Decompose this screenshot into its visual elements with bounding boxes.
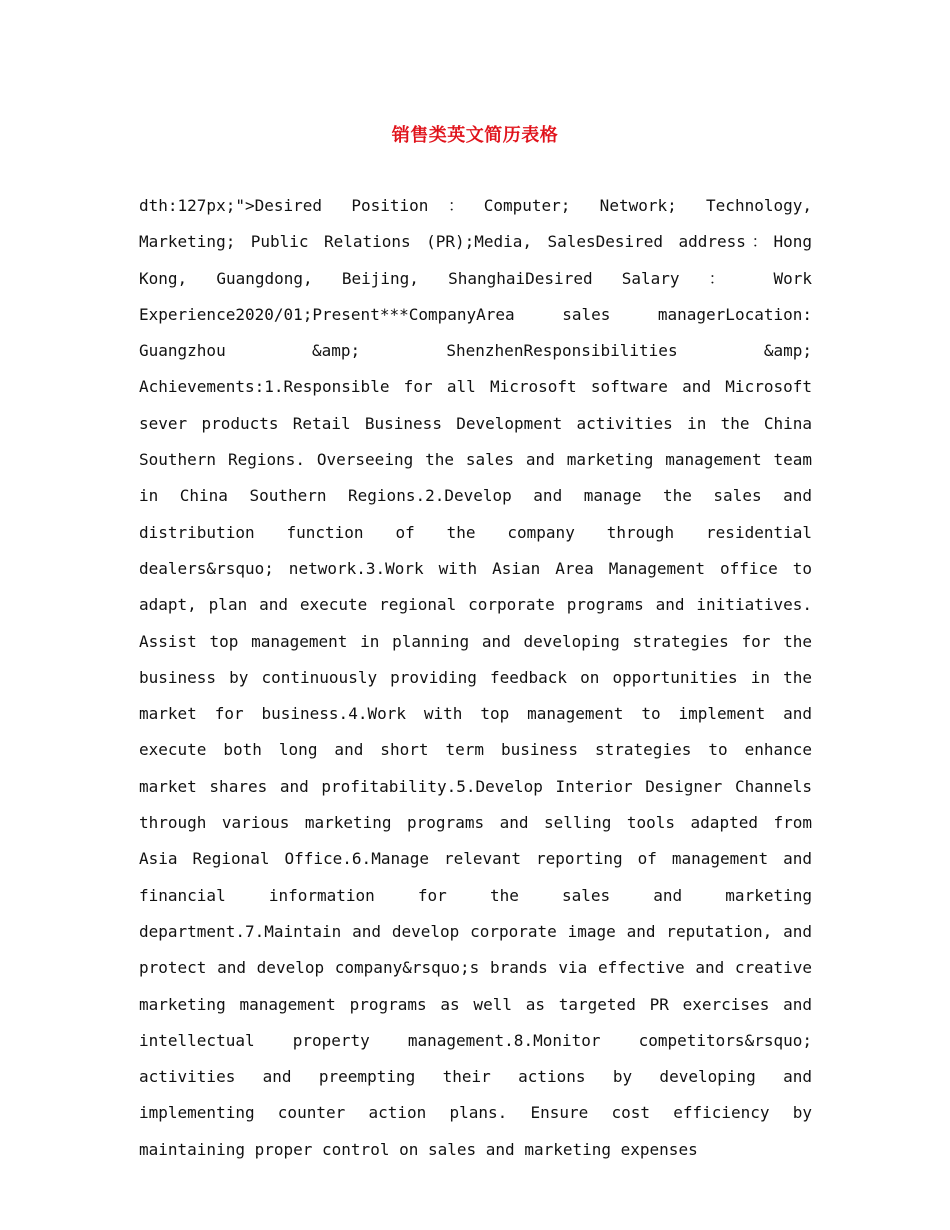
document-title: 销售类英文简历表格 [391, 125, 559, 146]
document-body-text: dth:127px;">Desired Position：Computer; Network; Technology, Marketing; Public Relations (PR);Media, SalesDesired address：Hong Kong, Guangdong, Beijing, ShanghaiDesired Salary ： Work Experience2020/01;Present***CompanyArea sales managerLocation: Guangzhou &amp; ShenzhenResponsibilities &amp; Achievements:1.Responsible for all Microsoft software and Microsoft sever products Retail Business Development activities in the China Southern Regions. Overseeing the sales and marketing management team in China Southern Regions.2.Develop and manage the sales and distribution function of the company through residential dealers&rsquo; network.3.Work with Asian Area Management office to adapt, plan and execute regional corporate programs and initiatives. Assist top management in planning and developing strategies for the business by continuously providing feedback on opportunities in the market for business.4.Work with top management to implement and execute both long and short term business strategies to enhance market shares and profitability.5.Develop Interior Designer Channels through various marketing programs and selling tools adapted from Asia Regional Office.6.Manage relevant reporting of management and financial information for the sales and marketing department.7.Maintain and develop corporate image and reputation, and protect and develop company&rsquo;s brands via effective and creative marketing management programs as well as targeted PR exercises and intellectual property management.8.Monitor competitors&rsquo; activities and preempting their actions by developing and implementing counter action plans. Ensure cost efficiency by maintaining proper control on sales and marketing expenses [139, 196, 812, 1159]
